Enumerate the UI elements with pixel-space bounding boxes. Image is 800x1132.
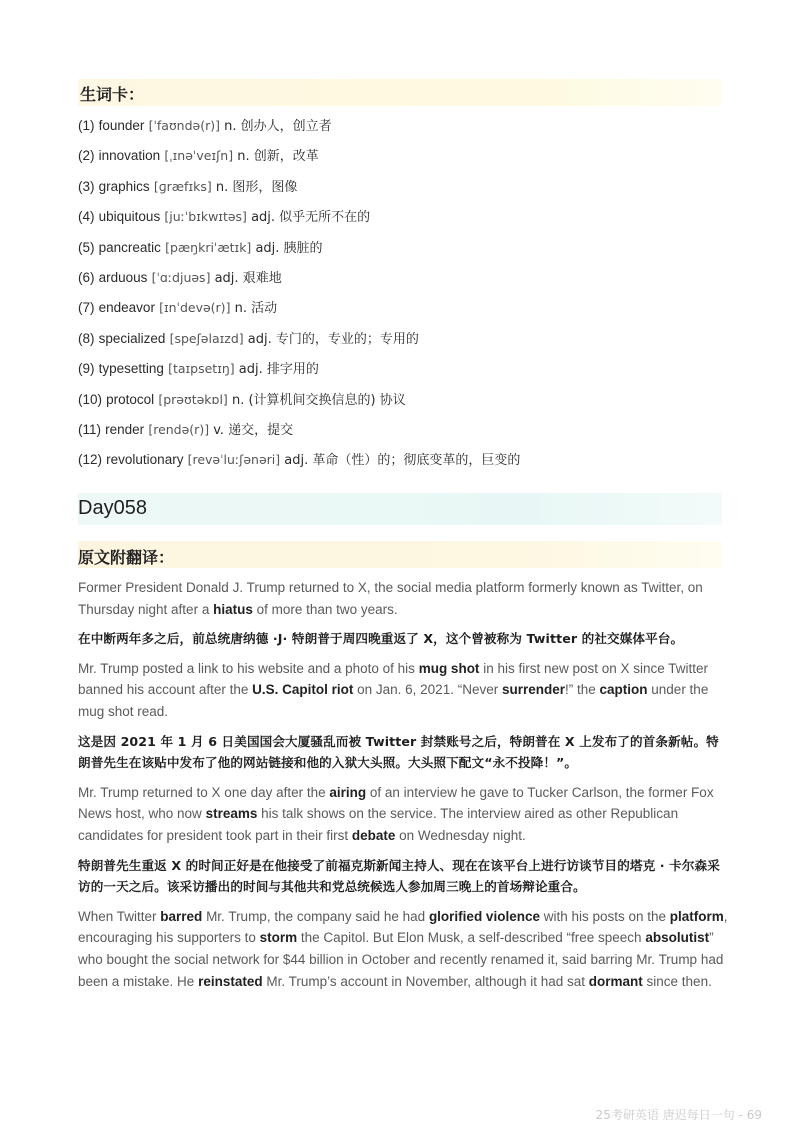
vocab-definition: adj. 似乎无所不在的	[251, 210, 371, 226]
vocab-word: render	[105, 421, 145, 437]
highlighted-word: storm	[259, 930, 298, 946]
vocab-definition: n. 创办人，创立者	[224, 119, 332, 134]
vocab-word: innovation	[98, 148, 161, 164]
vocab-definition: n. 图形，图像	[215, 179, 298, 195]
highlighted-word: caption	[599, 682, 648, 698]
english-paragraph	[78, 577, 728, 620]
vocab-phonetic: [taɪpsetɪŋ]	[168, 361, 235, 377]
english-paragraph	[78, 906, 728, 992]
vocab-word: arduous	[98, 269, 148, 285]
text-run: Mr. Trump, the company said he had	[202, 908, 429, 924]
vocab-definition: n. 创新，改革	[237, 149, 319, 165]
vocab-list	[78, 115, 728, 480]
text-run: in his first new post on X since Twitter banned his account after the	[78, 660, 709, 698]
vocab-phonetic: [pæŋkriˈætɪk]	[165, 239, 252, 255]
vocab-word: endeavor	[98, 300, 155, 316]
text-run: ” who bought the social network for $44 billion in October and recently renamed it, said barring Mr. Trump had been a mistake. He	[78, 930, 724, 989]
vocab-number: (1)	[78, 118, 95, 133]
text-run: Former President Donald J. Trump returned to X, the social media platform formerly known as Twitter, on Thursday night after a	[78, 580, 703, 617]
vocab-number: (5)	[78, 239, 95, 255]
vocab-definition: v. 递交，提交	[213, 422, 294, 438]
vocab-phonetic: [ˈɑːdjuəs]	[151, 269, 211, 285]
highlighted-word: U.S. Capitol riot	[252, 682, 354, 698]
vocab-definition: n. (计算机间交换信息的) 协议	[231, 392, 406, 408]
text-run: When Twitter	[78, 908, 161, 924]
english-paragraph	[78, 782, 728, 847]
text-run: on Wednesday night.	[395, 827, 526, 843]
vocab-word: pancreatic	[98, 239, 161, 255]
vocab-number: (7)	[78, 300, 95, 316]
vocab-word: founder	[98, 118, 145, 133]
highlighted-word: airing	[329, 784, 367, 800]
vocab-phonetic: [speʃəlaɪzd]	[169, 330, 244, 346]
vocab-item	[78, 449, 728, 479]
chinese-translation: 这是因 2021 年 1 月 6 日美国国会大厦骚乱而被 Twitter 封禁账号之后，特朗普在 X 上发布了的首条新帖。特朗普先生在该贴中发布了他的网站链接和他的入狱大头照。大头照下配文“永不投降！”。	[78, 733, 719, 771]
highlighted-word: surrender	[501, 682, 565, 698]
vocab-definition: adj. 艰难地	[214, 270, 282, 286]
vocab-definition: n. 活动	[234, 301, 278, 317]
article-body	[78, 577, 728, 1000]
vocab-word: graphics	[98, 178, 150, 194]
vocab-phonetic: [prəʊtəkɒl]	[158, 391, 228, 407]
vocab-definition: adj. 革命（性）的；彻底变革的，巨变的	[284, 453, 521, 469]
vocab-item	[78, 328, 728, 358]
vocab-number: (8)	[78, 330, 95, 346]
vocab-number: (6)	[78, 269, 95, 285]
text-run: Mr. Trump returned to X one day after the	[78, 784, 330, 800]
chinese-translation: 在中断两年多之后，前总统唐纳德 ·J· 特朗普于周四晚重返了 X，这个曾被称为 Twitter 的社交媒体平台。	[78, 631, 684, 647]
text-run: his talk shows on the service. The interview aired as other Republican candidates for president took part in their first	[78, 806, 679, 843]
highlighted-word: reinstated	[198, 973, 263, 989]
vocab-number: (10)	[78, 391, 103, 407]
text-run: Mr. Trump’s account in November, although it had sat	[262, 973, 589, 989]
highlighted-word: streams	[205, 806, 258, 822]
vocab-phonetic: [revəˈluːʃənəri]	[187, 452, 281, 468]
chinese-translation: 特朗普先生重返 X 的时间正好是在他接受了前福克斯新闻主持人、现在在该平台上进行访谈节目的塔克 · 卡尔森采访的一天之后。该采访播出的时间与其他共和党总统候选人参加周三晚上的首场辩论重合。	[78, 857, 720, 895]
vocab-word: revolutionary	[106, 452, 184, 468]
highlighted-word: hiatus	[213, 601, 253, 617]
text-run: on Jan. 6, 2021. “Never	[353, 682, 502, 698]
vocab-item	[78, 115, 728, 145]
text-run: , encouraging his supporters to	[78, 908, 728, 946]
vocab-phonetic: [ɪnˈdevə(r)]	[159, 300, 231, 316]
vocab-phonetic: [rendə(r)]	[148, 421, 210, 437]
highlighted-word: glorified violence	[428, 908, 540, 924]
vocab-item	[78, 145, 728, 175]
vocab-definition: adj. 专门的，专业的；专用的	[247, 331, 419, 347]
text-run: Mr. Trump posted a link to his website and a photo of his	[78, 660, 419, 676]
highlighted-word: dormant	[588, 973, 643, 989]
english-paragraph	[78, 658, 728, 723]
vocab-word: ubiquitous	[98, 209, 161, 225]
vocab-definition: adj. 胰脏的	[255, 240, 323, 256]
text-run: of an interview he gave to Tucker Carlson, the former Fox News host, who now	[78, 784, 714, 822]
vocab-word: specialized	[98, 330, 166, 346]
text-run: the Capitol. But Elon Musk, a self-described “free speech	[297, 930, 646, 946]
vocab-item	[78, 389, 728, 419]
vocab-number: (9)	[78, 361, 95, 377]
text-run: of more than two years.	[252, 601, 398, 617]
vocab-item	[78, 297, 728, 327]
vocab-item	[78, 176, 728, 206]
vocab-card-heading: 生词卡：	[78, 79, 722, 106]
highlighted-word: absolutist	[645, 930, 710, 946]
vocab-number: (4)	[78, 209, 95, 225]
vocab-item	[78, 206, 728, 236]
vocab-phonetic: [ˌɪnəˈveɪʃn]	[164, 148, 234, 164]
vocab-phonetic: [ɡræfɪks]	[153, 178, 212, 194]
vocab-phonetic: [juːˈbɪkwɪtəs]	[164, 209, 247, 225]
vocab-phonetic: [ˈfaʊndə(r)]	[148, 118, 220, 133]
vocab-number: (3)	[78, 178, 95, 194]
vocab-word: typesetting	[98, 361, 164, 377]
text-run: !” the	[565, 682, 600, 698]
vocab-item	[78, 237, 728, 267]
highlighted-word: barred	[160, 908, 203, 924]
vocab-number: (2)	[78, 148, 95, 164]
page-footer: 25考研英语 唐迟每日一句 - 69	[595, 1108, 762, 1122]
vocab-item	[78, 419, 728, 449]
text-run: under the mug shot read.	[78, 682, 709, 719]
vocab-item	[78, 358, 728, 388]
vocab-word: protocol	[106, 391, 155, 407]
vocab-item	[78, 267, 728, 297]
vocab-number: (11)	[78, 421, 102, 437]
day-heading: Day058	[78, 493, 722, 525]
highlighted-word: mug shot	[418, 660, 480, 676]
highlighted-word: debate	[351, 827, 396, 843]
text-run: since then.	[642, 973, 712, 989]
text-run: with his posts on the	[539, 908, 670, 924]
vocab-definition: adj. 排字用的	[238, 362, 319, 378]
highlighted-word: platform	[669, 908, 724, 924]
original-text-heading: 原文附翻译：	[78, 541, 722, 568]
vocab-number: (12)	[78, 452, 103, 468]
